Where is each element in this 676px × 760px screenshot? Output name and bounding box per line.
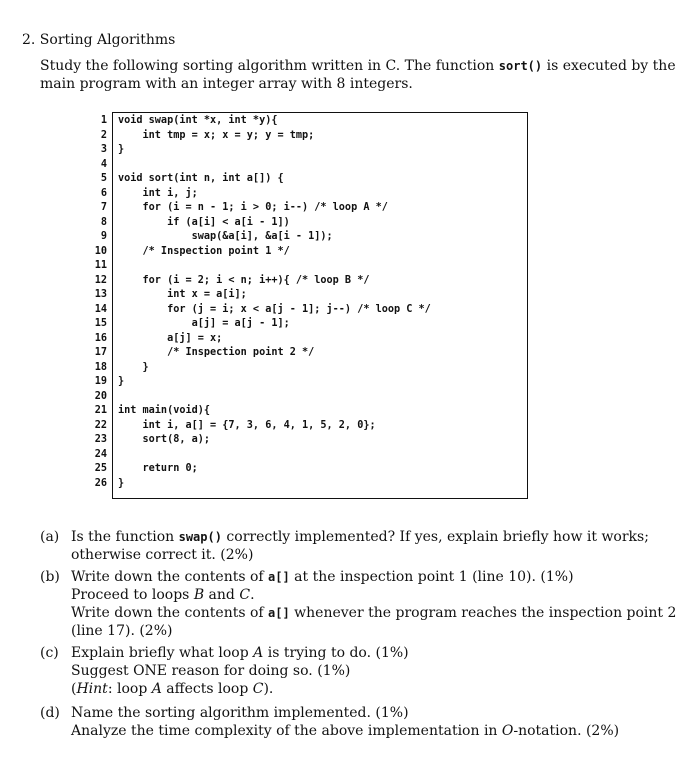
code-text: for (i = n - 1; i > 0; i--) /* loop A */ xyxy=(118,202,388,213)
code-line xyxy=(83,477,529,492)
question-text: Write down the contents of xyxy=(71,569,269,585)
line-number: 16 xyxy=(94,332,107,344)
question-text: Proceed to loops xyxy=(71,587,194,603)
code-line xyxy=(83,259,529,274)
code-text: } xyxy=(118,376,125,387)
code-text: a[j] = a[j - 1]; xyxy=(118,318,290,329)
question-text: affects loop xyxy=(161,681,253,697)
code-text: /* Inspection point 1 */ xyxy=(118,245,290,257)
line-number: 23 xyxy=(94,434,107,445)
line-number: 20 xyxy=(94,390,107,402)
line-number: 3 xyxy=(100,144,107,155)
question-line xyxy=(71,604,676,622)
question-line xyxy=(71,644,631,662)
code-line xyxy=(83,448,529,463)
intro-text: Study the following sorting algorithm written in C. The function xyxy=(40,58,499,74)
emphasis: A xyxy=(253,645,264,661)
code-line xyxy=(83,332,529,347)
code-line xyxy=(83,404,529,419)
inline-code: a[] xyxy=(268,606,290,620)
question-text: at the inspection point 1 (line 10). (1%) xyxy=(289,569,574,585)
question-line xyxy=(71,722,631,740)
question-text: and xyxy=(204,587,240,603)
question-text: ). xyxy=(263,681,274,697)
line-number: 13 xyxy=(94,289,107,300)
line-number: 6 xyxy=(100,187,107,199)
code-text: /* Inspection point 2 */ xyxy=(118,347,315,358)
code-text: sort(8, a); xyxy=(118,434,211,445)
line-number: 2 xyxy=(100,129,107,141)
question-text: : loop xyxy=(107,681,152,697)
intro-paragraph xyxy=(40,57,676,93)
emphasis: C xyxy=(252,681,264,697)
question-line: (line 17). (2%) xyxy=(71,623,173,639)
code-line xyxy=(83,201,529,216)
code-line xyxy=(83,317,529,332)
code-line xyxy=(83,288,529,303)
code-line xyxy=(83,303,529,318)
question-label: (a) xyxy=(40,529,60,545)
code-line xyxy=(83,129,529,144)
code-text: int i, j; xyxy=(118,187,198,199)
line-number: 4 xyxy=(100,158,107,170)
line-number: 1 xyxy=(100,115,107,126)
line-number: 21 xyxy=(94,405,107,416)
question-text: Is the function xyxy=(71,529,179,545)
code-line xyxy=(83,216,529,231)
code-line xyxy=(83,158,529,173)
question-text: ( xyxy=(71,681,77,697)
code-line xyxy=(83,274,529,289)
line-number: 17 xyxy=(94,347,107,358)
code-text: } xyxy=(118,361,149,373)
emphasis: O xyxy=(501,723,514,739)
line-number: 8 xyxy=(100,216,107,228)
line-number: 24 xyxy=(94,448,107,460)
question-text: is trying to do. (1%) xyxy=(263,645,409,661)
question-line xyxy=(71,586,631,604)
line-number: 7 xyxy=(100,202,107,213)
code-text: for (j = i; x < a[j - 1]; j--) /* loop C */ xyxy=(118,303,431,315)
code-line xyxy=(83,187,529,202)
code-line xyxy=(83,172,529,187)
line-number: 18 xyxy=(94,361,107,373)
question-line xyxy=(71,528,649,546)
code-text: for (i = 2; i < n; i++){ /* loop B */ xyxy=(118,274,370,286)
intro-line: main program with an integer array with 8 integers. xyxy=(40,76,413,92)
line-number: 9 xyxy=(100,231,107,242)
code-text: int x = a[i]; xyxy=(118,289,247,300)
question-body xyxy=(71,704,631,740)
code-text: int i, a[] = {7, 3, 6, 4, 1, 5, 2, 0}; xyxy=(118,419,376,431)
question-body xyxy=(71,528,649,564)
question-line xyxy=(71,680,631,698)
question-line: Name the sorting algorithm implemented. (1%) xyxy=(71,705,409,721)
question-text: Explain briefly what loop xyxy=(71,645,254,661)
inline-code: sort() xyxy=(498,59,543,73)
line-number: 19 xyxy=(94,376,107,387)
question-line: otherwise correct it. (2%) xyxy=(71,547,254,563)
code-text: return 0; xyxy=(118,463,198,474)
code-text: swap(&a[i], &a[i - 1]); xyxy=(118,231,333,242)
code-text: int tmp = x; x = y; y = tmp; xyxy=(118,129,315,141)
code-text: } xyxy=(118,144,125,155)
code-line xyxy=(83,390,529,405)
emphasis: B xyxy=(193,587,205,603)
line-number: 22 xyxy=(94,419,107,431)
code-text: int main(void){ xyxy=(118,405,211,416)
code-text: void swap(int *x, int *y){ xyxy=(118,115,278,126)
question-text: -notation. (2%) xyxy=(513,723,620,739)
question-text: . xyxy=(250,587,255,603)
line-number: 11 xyxy=(94,260,107,271)
line-number: 15 xyxy=(94,318,107,329)
code-line xyxy=(83,433,529,448)
intro-text: is executed by the xyxy=(542,58,676,74)
question-line xyxy=(71,568,631,586)
question-body xyxy=(71,568,676,640)
intro-line xyxy=(40,57,676,75)
question-label: (c) xyxy=(40,645,59,661)
question-line: Suggest ONE reason for doing so. (1%) xyxy=(71,663,351,679)
emphasis: C xyxy=(239,587,251,603)
code-text: } xyxy=(118,477,125,489)
code-line xyxy=(83,375,529,390)
emphasis: Hint xyxy=(76,681,108,697)
line-number: 26 xyxy=(94,477,107,489)
code-listing xyxy=(83,112,529,500)
line-number: 10 xyxy=(94,245,107,257)
code-line xyxy=(83,114,529,129)
code-text: void sort(int n, int a[]) { xyxy=(118,173,284,184)
question-label: (b) xyxy=(40,569,60,585)
line-number: 14 xyxy=(94,303,107,315)
question-text: Analyze the time complexity of the above implementation in xyxy=(71,723,502,739)
question-body xyxy=(71,644,631,698)
question-text: whenever the program reaches the inspection point 2 xyxy=(289,605,676,621)
line-number: 5 xyxy=(100,173,107,184)
code-line xyxy=(83,143,529,158)
code-line xyxy=(83,462,529,477)
section-heading: 2. Sorting Algorithms xyxy=(22,32,176,48)
code-line xyxy=(83,346,529,361)
code-text: if (a[i] < a[i - 1]) xyxy=(118,216,290,228)
code-line xyxy=(83,361,529,376)
question-text: Write down the contents of xyxy=(71,605,269,621)
code-line xyxy=(83,230,529,245)
emphasis: A xyxy=(151,681,162,697)
code-line xyxy=(83,245,529,260)
question-text: correctly implemented? If yes, explain briefly how it works; xyxy=(221,529,649,545)
inline-code: swap() xyxy=(178,530,222,544)
code-line xyxy=(83,419,529,434)
line-number: 12 xyxy=(94,274,107,286)
line-number: 25 xyxy=(94,463,107,474)
code-text: a[j] = x; xyxy=(118,332,223,344)
inline-code: a[] xyxy=(268,570,290,584)
question-label: (d) xyxy=(40,705,60,721)
